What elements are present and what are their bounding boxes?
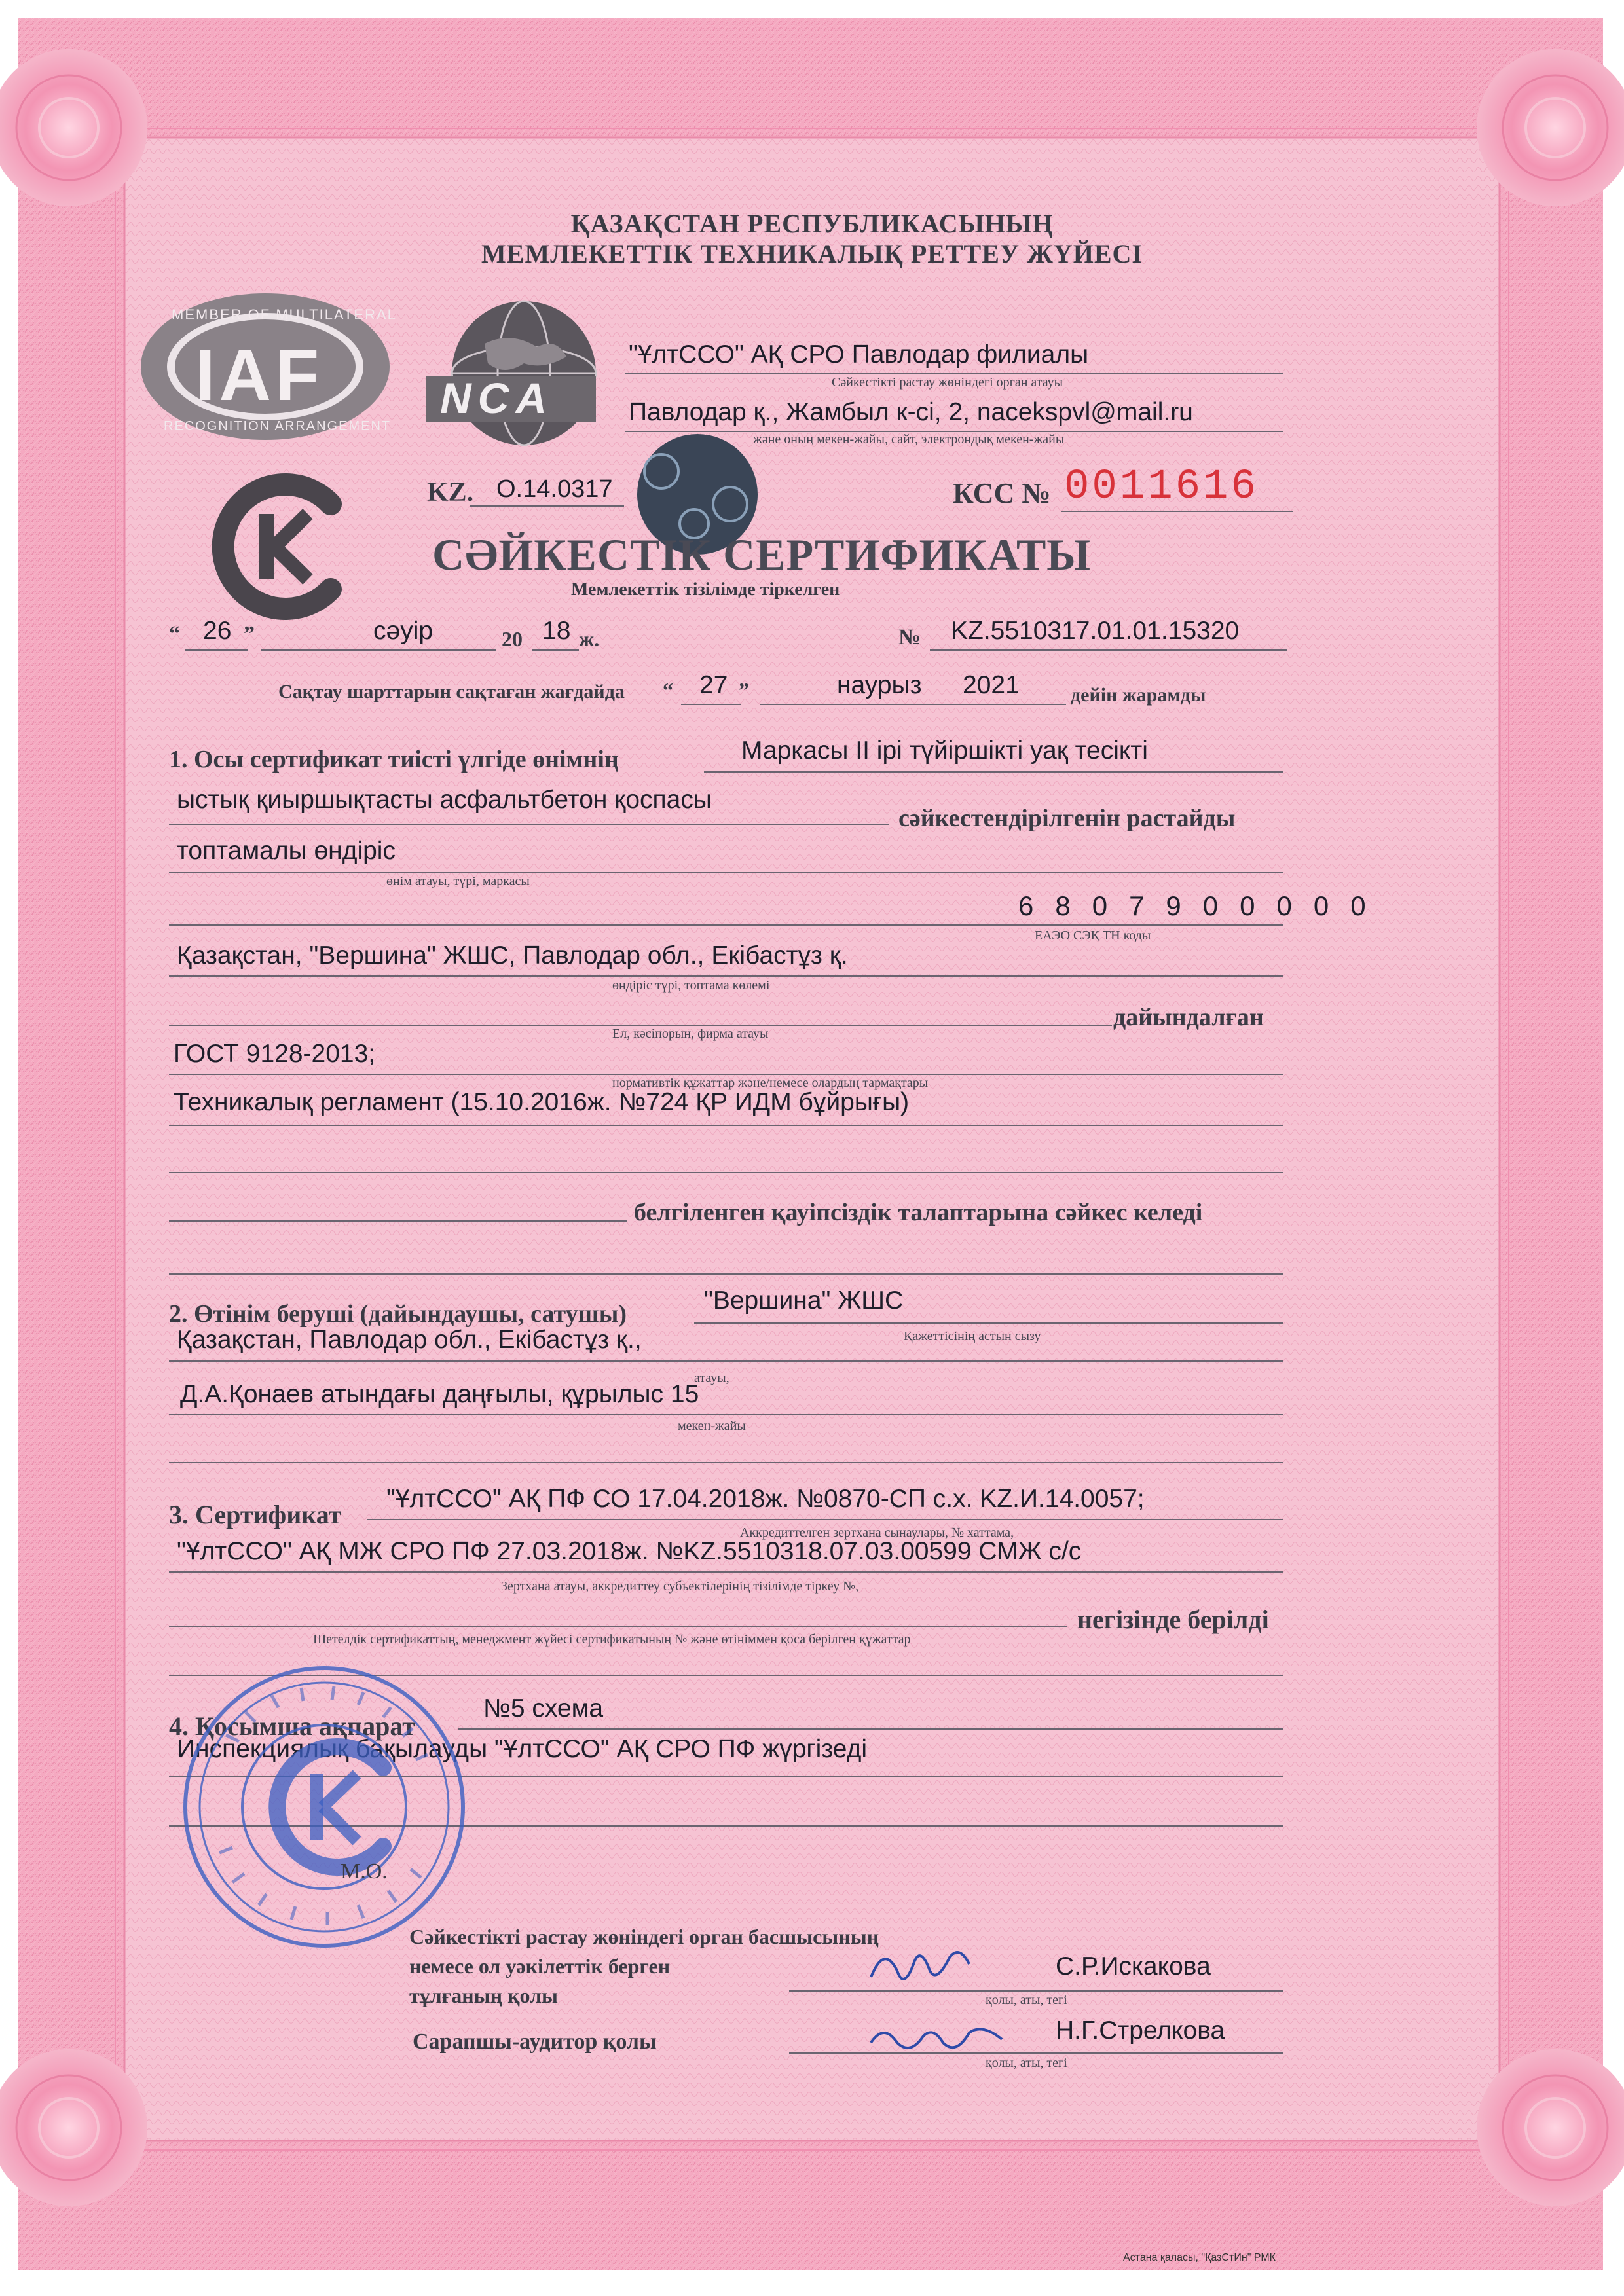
- section1-product-caption: өнім атауы, түрі, маркасы: [386, 874, 530, 888]
- certificate-subtitle: Мемлекеттік тізілімде тіркелген: [571, 579, 840, 600]
- head-signature-caption: қолы, аты, тегі: [986, 1993, 1067, 2007]
- issue-day: 26: [203, 617, 232, 645]
- issue-close-quote: ”: [244, 622, 255, 646]
- iaf-top-text: MEMBER OF MULTILATERAL: [172, 306, 397, 323]
- issue-open-quote: “: [169, 622, 180, 646]
- validity-open-quote: “: [663, 678, 673, 702]
- validity-close-quote: ”: [739, 678, 749, 702]
- certification-body-caption: Сәйкестікті растау жөніндегі орган атауы: [832, 375, 1063, 390]
- head-signature-label-line1: Сәйкестікті растау жөніндегі орган басшысының: [409, 1925, 879, 1948]
- issue-year: 18: [542, 617, 571, 645]
- section1-hs-code: 6807900000: [1018, 890, 1388, 921]
- stamp-place-label: М.О.: [341, 1859, 388, 1884]
- ksc-label: КСС №: [953, 477, 1051, 509]
- accreditation-label: KZ.: [427, 477, 474, 507]
- section1-standard: ГОСТ 9128-2013;: [174, 1040, 376, 1068]
- section1-regulation: Техникалық регламент (15.10.2016ж. №724 ҚР ИДМ бұйрығы): [174, 1088, 910, 1116]
- issue-month: сәуір: [373, 617, 434, 645]
- section1-conclusion: белгіленген қауіпсіздік талаптарына сәйкес келеді: [634, 1199, 1203, 1226]
- section1-normative-caption: нормативтік құжаттар және/немесе олардың тармақтары: [612, 1076, 929, 1090]
- section3-line2: "ҰлтССО" АҚ МЖ СРО ПФ 27.03.2018ж. №KZ.5510318.07.03.00599 СМЖ с/с: [177, 1537, 1082, 1565]
- issue-year-suffix: ж.: [579, 627, 600, 651]
- header-line-2: МЕМЛЕКЕТТІК ТЕХНИКАЛЫҚ РЕТТЕУ ЖҮЙЕСІ: [481, 239, 1143, 268]
- section1-product-line1: Маркасы II ірі түйіршікті уақ тесікті: [741, 737, 1148, 765]
- section1-manufactured: дайындалған: [1113, 1004, 1264, 1031]
- section2-underline-caption: Қажеттісінің астын сызу: [904, 1329, 1041, 1343]
- section2-address-line2: Д.А.Қонаев атындағы даңғылы, құрылыс 15: [180, 1380, 699, 1408]
- auditor-signature-caption: қолы, аты, тегі: [986, 2056, 1067, 2070]
- nca-mark: NCA: [440, 374, 553, 422]
- certificate-title: СӘЙКЕСТІК СЕРТИФИКАТЫ: [432, 530, 1092, 579]
- section2-applicant: "Вершина" ЖШС: [704, 1286, 904, 1315]
- registry-number: KZ.5510317.01.01.15320: [951, 617, 1240, 645]
- registry-number-label: №: [898, 625, 921, 649]
- section1-manufacturer: Қазақстан, "Вершина" ЖШС, Павлодар обл., Екібастұз қ.: [177, 941, 848, 970]
- section4-scheme: №5 схема: [483, 1694, 604, 1722]
- iaf-mark: IAF: [195, 335, 323, 416]
- section3-label: 3. Сертификат: [169, 1500, 342, 1529]
- accreditation-number: О.14.0317: [496, 475, 613, 503]
- ksc-number: 0011616: [1064, 464, 1259, 511]
- validity-year: 2021: [963, 671, 1020, 699]
- kz-conformity-mark-logo: [196, 468, 354, 625]
- head-signature-label-line2: немесе ол уәкілеттік берген: [409, 1954, 671, 1978]
- certification-body-name: "ҰлтССО" АҚ СРО Павлодар филиалы: [629, 340, 1089, 369]
- issue-year-prefix: 20: [502, 627, 523, 651]
- section1-production-type: топтамалы өндіріс: [177, 837, 396, 865]
- section4-inspection: Инспекциялық бақылауды "ҰлтССО" АҚ СРО ПФ жүргізеді: [177, 1735, 868, 1763]
- section2-address-caption: мекен-жайы: [678, 1419, 746, 1433]
- section2-label: 2. Өтінім беруші (дайындаушы, сатушы): [169, 1300, 627, 1328]
- section3-caption3: Шетелдік сертификаттың, менеджмент жүйесі сертификатының № және өтініммен қоса берілген құжаттар: [313, 1632, 911, 1647]
- printer-credit: Астана қаласы, "ҚазСтИн" РМК: [1123, 2252, 1276, 2263]
- validity-month: наурыз: [837, 671, 922, 699]
- section1-confirms: сәйкестендірілгенін растайды: [898, 805, 1236, 832]
- section3-caption2: Зертхана атауы, аккредиттеу субъектілерінің тізілімде тіркеу №,: [501, 1579, 859, 1594]
- certification-body-address: Павлодар қ., Жамбыл к-сі, 2, nacekspvl@mail.ru: [629, 398, 1193, 426]
- head-signatory-name: С.Р.Искакова: [1056, 1952, 1211, 1980]
- section3-line1: "ҰлтССО" АҚ ПФ СО 17.04.2018ж. №0870-СП с.х. KZ.И.14.0057;: [386, 1485, 1145, 1513]
- auditor-signature-label: Сарапшы-аудитор қолы: [413, 2030, 657, 2054]
- iaf-bottom-text: RECOGNITION ARRANGEMENT: [164, 419, 392, 433]
- auditor-name: Н.Г.Стрелкова: [1056, 2016, 1225, 2045]
- section3-caption1: Аккредиттелген зертхана сынаулары, № хаттама,: [740, 1525, 1014, 1540]
- section2-address-line1: Қазақстан, Павлодар обл., Екібастұз қ.,: [177, 1326, 642, 1354]
- validity-day: 27: [699, 671, 728, 699]
- section1-label: 1. Осы сертификат тиісті үлгіде өнімнің: [169, 746, 619, 773]
- section3-issued-basis: негізінде берілді: [1077, 1605, 1269, 1634]
- section2-name-caption: атауы,: [694, 1371, 729, 1385]
- section1-hs-code-caption: ЕАЭО СЭҚ ТН коды: [1035, 928, 1151, 943]
- section1-country-caption: Ел, кәсіпорын, фирма атауы: [612, 1027, 769, 1041]
- head-signature-label-line3: тұлғаның қолы: [409, 1984, 559, 2007]
- head-handwritten-signature: [858, 1931, 989, 2003]
- section1-product-line2: ыстық қиыршықтасты асфальтбетон қоспасы: [177, 786, 712, 814]
- section4-label: 4. Қосымша ақпарат: [169, 1711, 415, 1741]
- section1-production-caption: өндіріс түрі, топтама көлемі: [612, 978, 770, 993]
- validity-prefix: Сақтау шарттарын сақтаған жағдайда: [278, 681, 625, 702]
- header-line-1: ҚАЗАҚСТАН РЕСПУБЛИКАСЫНЫҢ: [570, 209, 1054, 238]
- certification-body-address-caption: және оның мекен-жайы, сайт, электрондық мекен-жайы: [753, 432, 1065, 446]
- official-seal-stamp: [167, 1656, 481, 1958]
- validity-suffix: дейін жарамды: [1071, 684, 1206, 706]
